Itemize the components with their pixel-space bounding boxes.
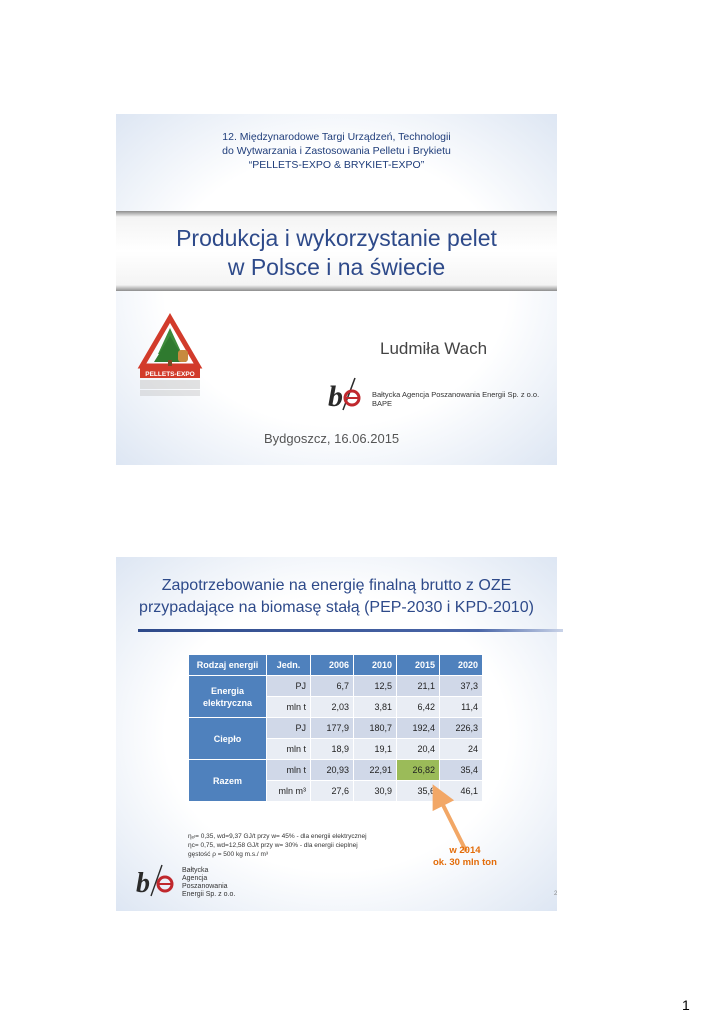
value-cell: 11,4 — [440, 697, 483, 718]
value-cell: 3,81 — [354, 697, 397, 718]
event-header: 12. Międzynarodowe Targi Urządzeń, Technologii do Wytwarzania i Zastosowania Pelletu i Brykietu “PELLETS-EXPO & BRYKIET-EXPO” — [222, 131, 451, 171]
unit-cell: mln t — [267, 739, 311, 760]
table-footnotes: ηₑₗ= 0,35, wd=9,37 GJ/t przy w= 45% - dla energii elektrycznej ηc= 0,75, wd=12,58 GJ/t przy w= 30% - dla energii cieplnej gęstość ρ = 500 kg m.s./ m³ — [188, 833, 367, 858]
bape-logo-icon — [136, 862, 178, 898]
value-cell: 6,42 — [397, 697, 440, 718]
table-header-row — [189, 655, 483, 676]
col-header: 2015 — [397, 655, 440, 676]
table-row — [189, 676, 483, 697]
table-row — [189, 760, 483, 781]
col-header: 2010 — [354, 655, 397, 676]
row-group-label: Razem — [189, 760, 267, 802]
value-cell: 12,5 — [354, 676, 397, 697]
page-number: 1 — [682, 997, 690, 1013]
value-cell: 21,1 — [397, 676, 440, 697]
value-cell: 18,9 — [311, 739, 354, 760]
col-header: 2020 — [440, 655, 483, 676]
callout-annotation: w 2014 ok. 30 mln ton — [433, 845, 497, 868]
data-slide — [116, 557, 557, 911]
value-cell: 35,6 — [397, 781, 440, 802]
agency-logo-text: Bałtycka Agencja Poszanowania Energii Sp. z o.o. — [182, 867, 236, 898]
svg-text:b: b — [328, 380, 343, 413]
col-header: Rodzaj energii — [189, 655, 267, 676]
title-slide — [116, 114, 557, 465]
author-name: Ludmiła Wach — [380, 339, 488, 358]
value-cell: 20,93 — [311, 760, 354, 781]
value-cell: 22,91 — [354, 760, 397, 781]
title-underline — [138, 629, 563, 632]
value-cell: 6,7 — [311, 676, 354, 697]
value-cell: 180,7 — [354, 718, 397, 739]
unit-cell: mln t — [267, 760, 311, 781]
slide-title: Zapotrzebowanie na energię finalną brutto z OZE przypadające na biomasę stałą (PEP-2030 i KPD-2010) — [139, 577, 534, 616]
value-cell: 37,3 — [440, 676, 483, 697]
value-cell: 27,6 — [311, 781, 354, 802]
unit-cell: mln t — [267, 697, 311, 718]
value-cell: 46,1 — [440, 781, 483, 802]
energy-demand-table — [188, 654, 483, 802]
col-header: 2006 — [311, 655, 354, 676]
row-group-label: Ciepło — [189, 718, 267, 760]
unit-cell: PJ — [267, 718, 311, 739]
svg-text:PELLETS-EXPO: PELLETS-EXPO — [145, 371, 195, 378]
place-date: Bydgoszcz, 16.06.2015 — [264, 431, 400, 446]
value-cell: 30,9 — [354, 781, 397, 802]
row-group-label: Energia elektryczna — [189, 676, 267, 718]
table-row — [189, 718, 483, 739]
agency-info: Bałtycka Agencja Poszanowania Energii Sp. z o.o. BAPE — [372, 390, 540, 408]
value-cell: 20,4 — [397, 739, 440, 760]
value-cell: 226,3 — [440, 718, 483, 739]
value-cell: 24 — [440, 739, 483, 760]
value-cell: 2,03 — [311, 697, 354, 718]
value-cell: 35,4 — [440, 760, 483, 781]
slide-number: 2 — [554, 891, 558, 897]
highlighted-value-cell: 26,82 — [397, 760, 440, 781]
svg-text:b: b — [136, 868, 150, 899]
presentation-title: Produkcja i wykorzystanie pelet w Polsce i na świecie — [176, 225, 497, 280]
unit-cell: PJ — [267, 676, 311, 697]
value-cell: 177,9 — [311, 718, 354, 739]
pellets-expo-logo-icon — [138, 314, 202, 400]
col-header: Jedn. — [267, 655, 311, 676]
unit-cell: mln m³ — [267, 781, 311, 802]
value-cell: 192,4 — [397, 718, 440, 739]
value-cell: 19,1 — [354, 739, 397, 760]
